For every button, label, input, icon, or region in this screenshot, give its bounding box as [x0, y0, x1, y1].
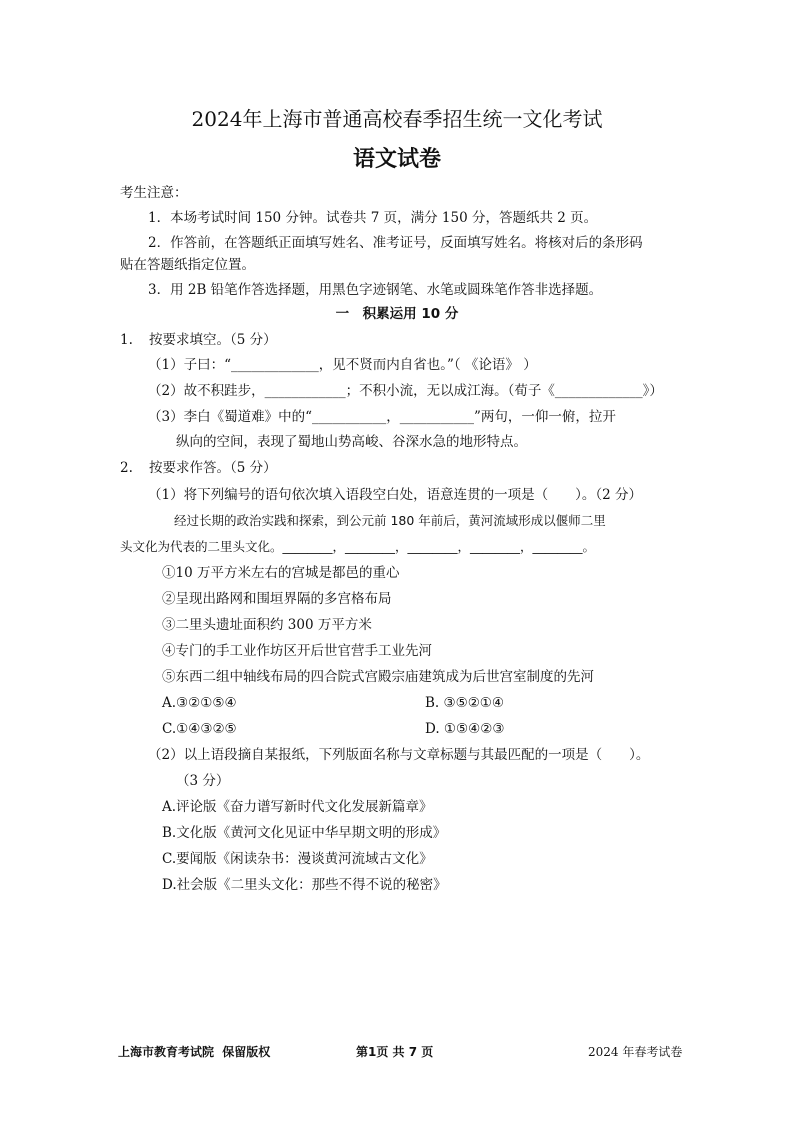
q1-stem: 按要求填空。（5 分） — [149, 332, 277, 348]
section-heading: 一 积累运用 10 分 — [335, 306, 459, 322]
notice-item-3: 3．用 2B 铅笔作答选择题，用黑色字迹钢笔、水笔或圆珠笔作答非选择题。 — [148, 282, 603, 298]
q2-sub1: （1）将下列编号的语句依次填入语段空白处，语意连贯的一项是（ ）。（2 分） — [148, 487, 642, 503]
q2-passage-cont: 头文化为代表的二里头文化。________，________，________，________，________。 — [120, 539, 596, 554]
publisher-name: 上海市教育考试院 — [118, 1045, 215, 1059]
q2-passage: 经过长期的政治实践和探索，到公元前 180 年前后，黄河流域形成以偃师二里 — [174, 513, 606, 528]
exam-title: 2024年上海市普通高校春季招生统一文化考试 — [191, 107, 603, 131]
choice-a: A.评论版《奋力谱写新时代文化发展新篇章》 — [162, 799, 433, 815]
choice-b: B.文化版《黄河文化见证中华早期文明的形成》 — [162, 825, 447, 841]
notice-item-1: 1．本场考试时间 150 分钟。试卷共 7 页，满分 150 分，答题纸共 2 页。 — [148, 210, 598, 226]
option-b: B. ③⑤②①④ — [425, 695, 505, 711]
option-a: A.③②①⑤④ — [162, 695, 237, 711]
option-d: D. ①⑤④②③ — [425, 721, 505, 737]
sentence-4: ④专门的手工业作坊区开后世官营手工业先河 — [162, 643, 432, 659]
footer-page-number: 第1页 共 7 页 — [356, 1045, 434, 1059]
notice-item-2-cont: 贴在答题纸指定位置。 — [120, 257, 255, 273]
choice-d: D.社会版《二里头文化：那些不得不说的秘密》 — [162, 877, 447, 893]
footer-publisher — [118, 1044, 270, 1060]
q2-number: 2. — [120, 460, 133, 476]
q2-stem: 按要求作答。（5 分） — [149, 460, 277, 476]
rights-text: 保留版权 — [222, 1045, 271, 1059]
q1-sub1: （1）子曰：“_____________，见不贤而内自省也。”（ 《论语》 ） — [148, 357, 537, 373]
sentence-2: ②呈现出路网和围垣界隔的多宫格布局 — [162, 591, 392, 607]
exam-subtitle: 语文试卷 — [352, 147, 441, 172]
choice-c: C.要闻版《闲读杂书：漫谈黄河流域古文化》 — [162, 851, 433, 867]
sentence-1: ①10 万平方米左右的宫城是都邑的重心 — [162, 565, 400, 581]
q1-sub2: （2）故不积跬步，____________；不积小流，无以成江海。（荀子《_____________》） — [148, 383, 663, 399]
q1-number: 1. — [120, 332, 133, 348]
footer-edition: 2024 年春考试卷 — [588, 1045, 683, 1059]
option-c: C.①④③②⑤ — [162, 721, 237, 737]
q1-sub3-cont: 纵向的空间，表现了蜀地山势高峻、谷深水急的地形特点。 — [176, 434, 527, 450]
q1-sub3: （3）李白《蜀道难》中的“___________，___________”两句，一仰一俯，拉开 — [148, 409, 616, 425]
q2-sub2-cont: （3 分） — [176, 773, 230, 789]
sentence-3: ③二里头遗址面积约 300 万平方米 — [162, 617, 372, 633]
notice-item-2: 2．作答前，在答题纸正面填写姓名、准考证号，反面填写姓名。将核对后的条形码 — [148, 235, 643, 251]
notice-heading: 考生注意： — [120, 185, 188, 201]
sentence-5: ⑤东西二组中轴线布局的四合院式宫殿宗庙建筑成为后世宫室制度的先河 — [162, 669, 594, 685]
q2-sub2: （2）以上语段摘自某报纸，下列版面名称与文章标题与其最匹配的一项是（ ）。 — [148, 747, 650, 763]
